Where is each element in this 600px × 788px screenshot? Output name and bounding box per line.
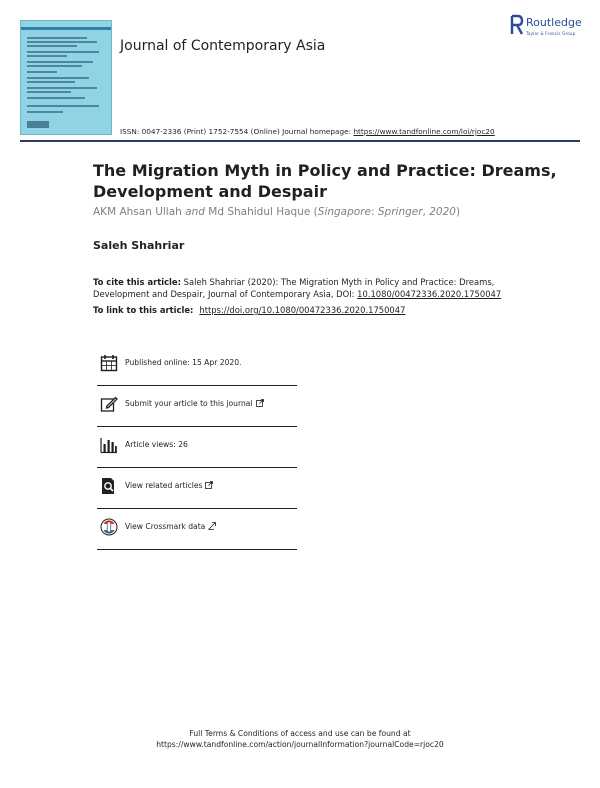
- submit-article-row[interactable]: [97, 386, 297, 427]
- published-online-row: [97, 345, 297, 386]
- citation-label: To cite this article:: [93, 277, 181, 287]
- related-articles-row[interactable]: [97, 468, 297, 509]
- published-online-label: Published online: 15 Apr 2020.: [125, 358, 242, 367]
- issn-text: ISSN: 0047-2336 (Print) 1752-7554 (Online) Journal homepage:: [120, 127, 354, 136]
- citation-text: Saleh Shahriar (2020): The Migration Myth in Policy and Practice: Dreams, Development and Despair, Journal of Contemporary Asia, DOI:: [93, 277, 495, 299]
- reviewed-place: Singapore: [317, 206, 371, 218]
- external-link-icon: [208, 522, 216, 530]
- citation-block: [93, 276, 523, 300]
- article-title: The Migration Myth in Policy and Practice: Dreams, Development and Despair: [93, 161, 557, 201]
- article-doi-url[interactable]: https://doi.org/10.1080/00472336.2020.1750047: [199, 305, 406, 315]
- journal-homepage-link[interactable]: https://www.tandfonline.com/loi/rjoc20: [353, 127, 495, 136]
- bar-chart-icon: [100, 436, 118, 454]
- footer-terms: [0, 728, 600, 750]
- routledge-logo-icon: [510, 14, 524, 36]
- reviewed-author-2: Md Shahidul Haque: [208, 206, 311, 218]
- header-rule: [20, 140, 580, 142]
- reviewed-year: 2020: [429, 206, 456, 218]
- publisher-name: Routledge: [526, 16, 582, 29]
- edit-icon: [100, 395, 118, 413]
- reviewed-publisher: Springer: [377, 206, 423, 218]
- related-articles-link[interactable]: View related articles: [125, 481, 213, 490]
- publisher-subtitle: Taylor & Francis Group: [526, 31, 576, 36]
- article-views-label: Article views: 26: [125, 440, 188, 449]
- external-link-icon: [256, 399, 264, 407]
- link-label: To link to this article:: [93, 305, 194, 315]
- article-views-row: [97, 427, 297, 468]
- article-info-panel: [97, 345, 297, 550]
- doi-link[interactable]: 10.1080/00472336.2020.1750047: [357, 289, 502, 299]
- reviewed-book-line: AKM Ahsan Ullah and Md Shahidul Haque (Singapore: Springer, 2020): [93, 206, 461, 218]
- search-document-icon: [100, 477, 118, 495]
- submit-article-link[interactable]: Submit your article to this journal: [125, 399, 264, 408]
- publisher-logo: [510, 14, 590, 44]
- reviewed-and: and: [185, 206, 205, 218]
- footer-line-1: Full Terms & Conditions of access and use can be found at: [189, 729, 411, 738]
- reviewed-author-1: AKM Ahsan Ullah: [93, 206, 182, 218]
- reviewer-name: Saleh Shahriar: [93, 239, 185, 252]
- crossmark-icon: [100, 518, 118, 536]
- crossmark-row[interactable]: [97, 509, 297, 550]
- crossmark-link[interactable]: View Crossmark data: [125, 522, 216, 531]
- journal-title: Journal of Contemporary Asia: [120, 38, 326, 54]
- external-link-icon: [205, 481, 213, 489]
- article-link-line: [93, 305, 405, 315]
- issn-line: [120, 127, 495, 136]
- calendar-icon: [100, 354, 118, 372]
- footer-terms-url[interactable]: https://www.tandfonline.com/action/journalInformation?journalCode=rjoc20: [156, 740, 444, 749]
- journal-cover-thumbnail: [20, 20, 112, 135]
